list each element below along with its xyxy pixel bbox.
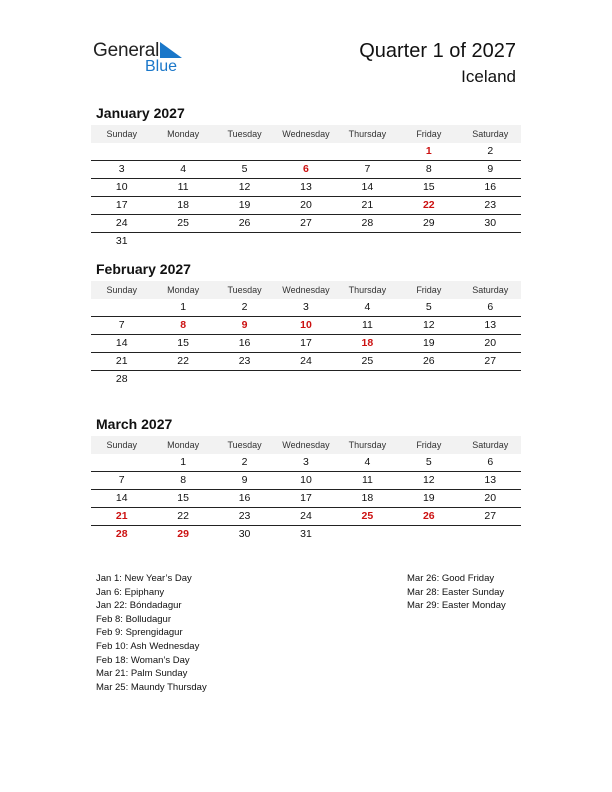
holiday-day-cell: 28 bbox=[115, 528, 128, 540]
holiday-entry: Jan 6: Epiphany bbox=[96, 586, 165, 598]
day-cell: 2 bbox=[241, 301, 248, 313]
day-cell: 26 bbox=[422, 355, 435, 367]
day-cell: 22 bbox=[177, 510, 189, 522]
weekday-header bbox=[91, 436, 521, 454]
day-cell: 6 bbox=[487, 301, 494, 313]
holiday-day-cell: 22 bbox=[422, 199, 435, 211]
week-row bbox=[91, 508, 521, 526]
weekday-label: Thursday bbox=[348, 129, 387, 139]
day-cell: 18 bbox=[177, 199, 189, 211]
day-cell bbox=[398, 526, 459, 543]
day-cell: 4 bbox=[364, 456, 371, 468]
holiday-entry: Jan 22: Bóndadagur bbox=[96, 600, 182, 612]
day-cell: 12 bbox=[422, 474, 435, 486]
day-cell: 15 bbox=[177, 337, 189, 349]
day-cell: 20 bbox=[300, 199, 312, 211]
day-cell: 12 bbox=[238, 181, 251, 193]
day-cell: 15 bbox=[422, 181, 435, 193]
brand-blue-text: Blue bbox=[145, 58, 178, 75]
holiday-entry: Feb 18: Woman’s Day bbox=[96, 654, 190, 666]
holiday-entry: Feb 10: Ash Wednesday bbox=[96, 640, 200, 652]
day-cell: 23 bbox=[238, 510, 251, 522]
day-cell bbox=[152, 371, 213, 388]
day-cell: 21 bbox=[115, 355, 128, 367]
day-cell: 26 bbox=[238, 217, 251, 229]
day-cell: 5 bbox=[425, 456, 432, 468]
day-cell bbox=[152, 233, 213, 250]
week-row bbox=[91, 143, 521, 161]
day-cell: 4 bbox=[364, 301, 371, 313]
day-cell: 30 bbox=[484, 217, 497, 229]
holiday-day-cell: 6 bbox=[303, 163, 309, 175]
day-cell: 7 bbox=[364, 163, 371, 175]
day-cell: 13 bbox=[484, 474, 497, 486]
day-cell: 20 bbox=[484, 337, 497, 349]
day-cell: 6 bbox=[487, 456, 494, 468]
day-cell: 16 bbox=[484, 181, 497, 193]
day-cell bbox=[460, 371, 521, 388]
day-cell: 28 bbox=[361, 217, 374, 229]
day-cell: 13 bbox=[300, 181, 312, 193]
day-cell: 31 bbox=[300, 528, 312, 540]
weekday-label: Thursday bbox=[348, 440, 387, 450]
weekday-label: Friday bbox=[416, 440, 442, 450]
day-cell: 20 bbox=[484, 492, 497, 504]
day-cell: 24 bbox=[300, 510, 312, 522]
day-cell bbox=[398, 233, 459, 250]
day-cell: 8 bbox=[425, 163, 432, 175]
day-cell: 17 bbox=[300, 492, 312, 504]
day-cell bbox=[214, 143, 275, 160]
week-row bbox=[91, 179, 521, 197]
holiday-day-cell: 18 bbox=[361, 337, 374, 349]
day-cell: 4 bbox=[180, 163, 187, 175]
day-cell: 3 bbox=[303, 301, 309, 313]
holiday-entry: Feb 9: Sprengidagur bbox=[96, 627, 183, 639]
week-row bbox=[91, 371, 521, 388]
holiday-day-cell: 25 bbox=[361, 510, 374, 522]
week-row bbox=[91, 490, 521, 508]
day-cell: 7 bbox=[118, 474, 125, 486]
weekday-header bbox=[91, 125, 521, 143]
day-cell bbox=[337, 526, 398, 543]
country-name: Iceland bbox=[461, 67, 516, 86]
day-cell: 11 bbox=[361, 319, 373, 331]
day-cell: 11 bbox=[177, 181, 189, 193]
day-cell: 29 bbox=[422, 217, 435, 229]
holiday-day-cell: 26 bbox=[422, 510, 435, 522]
day-cell: 3 bbox=[303, 456, 309, 468]
day-cell: 2 bbox=[241, 456, 248, 468]
day-cell: 5 bbox=[425, 301, 432, 313]
holiday-entry: Mar 26: Good Friday bbox=[407, 573, 495, 584]
day-cell: 9 bbox=[487, 163, 494, 175]
holiday-day-cell: 9 bbox=[241, 319, 248, 331]
day-cell: 22 bbox=[177, 355, 189, 367]
weekday-label: Sunday bbox=[106, 129, 137, 139]
day-cell bbox=[275, 143, 336, 160]
day-cell: 14 bbox=[115, 492, 128, 504]
day-cell: 3 bbox=[118, 163, 125, 175]
day-cell: 28 bbox=[115, 373, 128, 385]
day-cell: 17 bbox=[300, 337, 312, 349]
day-cell: 9 bbox=[241, 474, 248, 486]
week-row bbox=[91, 197, 521, 215]
month-january bbox=[91, 103, 521, 250]
weekday-label: Monday bbox=[167, 285, 200, 295]
month-title: March 2027 bbox=[96, 416, 173, 432]
day-cell: 27 bbox=[484, 510, 497, 522]
week-row bbox=[91, 353, 521, 371]
weekday-label: Tuesday bbox=[227, 440, 262, 450]
day-cell: 30 bbox=[238, 528, 251, 540]
day-cell: 17 bbox=[115, 199, 128, 211]
day-cell bbox=[398, 371, 459, 388]
day-cell: 27 bbox=[484, 355, 497, 367]
page-title: Quarter 1 of 2027 bbox=[359, 40, 516, 62]
day-cell: 5 bbox=[241, 163, 248, 175]
day-cell bbox=[152, 143, 213, 160]
weekday-label: Monday bbox=[167, 129, 200, 139]
day-cell: 13 bbox=[484, 319, 497, 331]
holiday-entry: Jan 1: New Year’s Day bbox=[96, 573, 192, 584]
brand-logo bbox=[93, 40, 193, 80]
weekday-header bbox=[91, 281, 521, 299]
month-title: February 2027 bbox=[96, 261, 191, 277]
holiday-day-cell: 8 bbox=[180, 319, 187, 331]
day-cell: 31 bbox=[115, 235, 128, 247]
weekday-label: Saturday bbox=[472, 440, 509, 450]
weekday-label: Monday bbox=[167, 440, 200, 450]
day-cell: 12 bbox=[422, 319, 435, 331]
day-cell: 7 bbox=[118, 319, 125, 331]
brand-general-text: General bbox=[93, 40, 160, 61]
day-cell bbox=[275, 371, 336, 388]
day-cell: 19 bbox=[422, 492, 435, 504]
weekday-label: Wednesday bbox=[282, 440, 330, 450]
day-cell: 18 bbox=[361, 492, 374, 504]
day-cell bbox=[337, 143, 398, 160]
day-cell bbox=[460, 233, 521, 250]
day-cell: 14 bbox=[115, 337, 128, 349]
day-cell bbox=[460, 526, 521, 543]
day-cell: 10 bbox=[300, 474, 312, 486]
day-cell bbox=[91, 299, 152, 316]
day-cell: 8 bbox=[180, 474, 187, 486]
holiday-day-cell: 29 bbox=[177, 528, 189, 540]
week-row bbox=[91, 454, 521, 472]
weekday-label: Friday bbox=[416, 129, 442, 139]
day-cell: 24 bbox=[300, 355, 312, 367]
day-cell bbox=[275, 233, 336, 250]
holiday-entry: Feb 8: Bolludagur bbox=[96, 613, 171, 625]
day-cell: 21 bbox=[361, 199, 374, 211]
logo-flag-icon bbox=[160, 42, 182, 58]
day-cell: 1 bbox=[180, 456, 187, 468]
weekday-label: Wednesday bbox=[282, 285, 330, 295]
weekday-label: Thursday bbox=[348, 285, 387, 295]
weekday-label: Sunday bbox=[106, 440, 137, 450]
holiday-entry: Mar 25: Maundy Thursday bbox=[96, 681, 207, 693]
week-row bbox=[91, 233, 521, 250]
day-cell: 23 bbox=[238, 355, 251, 367]
day-cell: 25 bbox=[177, 217, 189, 229]
day-cell: 23 bbox=[484, 199, 497, 211]
month-february bbox=[91, 259, 521, 388]
weekday-label: Sunday bbox=[106, 285, 137, 295]
day-cell: 10 bbox=[115, 181, 128, 193]
day-cell: 19 bbox=[238, 199, 251, 211]
week-row bbox=[91, 161, 521, 179]
holiday-day-cell: 10 bbox=[300, 319, 312, 331]
day-cell: 15 bbox=[177, 492, 189, 504]
weekday-label: Friday bbox=[416, 285, 442, 295]
week-row bbox=[91, 299, 521, 317]
week-row bbox=[91, 215, 521, 233]
weekday-label: Tuesday bbox=[227, 285, 262, 295]
holiday-entry: Mar 28: Easter Sunday bbox=[407, 586, 505, 598]
day-cell bbox=[91, 454, 152, 471]
week-row bbox=[91, 335, 521, 353]
day-cell bbox=[214, 233, 275, 250]
weekday-label: Saturday bbox=[472, 285, 509, 295]
month-title: January 2027 bbox=[96, 105, 185, 121]
day-cell: 2 bbox=[487, 145, 494, 157]
day-cell bbox=[91, 143, 152, 160]
day-cell bbox=[337, 233, 398, 250]
day-cell: 19 bbox=[422, 337, 435, 349]
week-row bbox=[91, 526, 521, 543]
weekday-label: Saturday bbox=[472, 129, 509, 139]
day-cell: 25 bbox=[361, 355, 374, 367]
weekday-label: Wednesday bbox=[282, 129, 330, 139]
month-march bbox=[91, 414, 521, 543]
holiday-entry: Mar 29: Easter Monday bbox=[407, 600, 506, 612]
holiday-list-right bbox=[407, 572, 506, 613]
holiday-list-left bbox=[96, 572, 207, 694]
holiday-day-cell: 21 bbox=[115, 510, 128, 522]
day-cell bbox=[214, 371, 275, 388]
holiday-entry: Mar 21: Palm Sunday bbox=[96, 668, 188, 680]
day-cell: 24 bbox=[115, 217, 128, 229]
day-cell: 16 bbox=[238, 492, 251, 504]
day-cell: 16 bbox=[238, 337, 251, 349]
day-cell: 1 bbox=[180, 301, 187, 313]
week-row bbox=[91, 472, 521, 490]
day-cell: 27 bbox=[300, 217, 312, 229]
week-row bbox=[91, 317, 521, 335]
weekday-label: Tuesday bbox=[227, 129, 262, 139]
day-cell: 11 bbox=[361, 474, 373, 486]
holiday-day-cell: 1 bbox=[425, 145, 432, 157]
day-cell bbox=[337, 371, 398, 388]
day-cell: 14 bbox=[361, 181, 374, 193]
